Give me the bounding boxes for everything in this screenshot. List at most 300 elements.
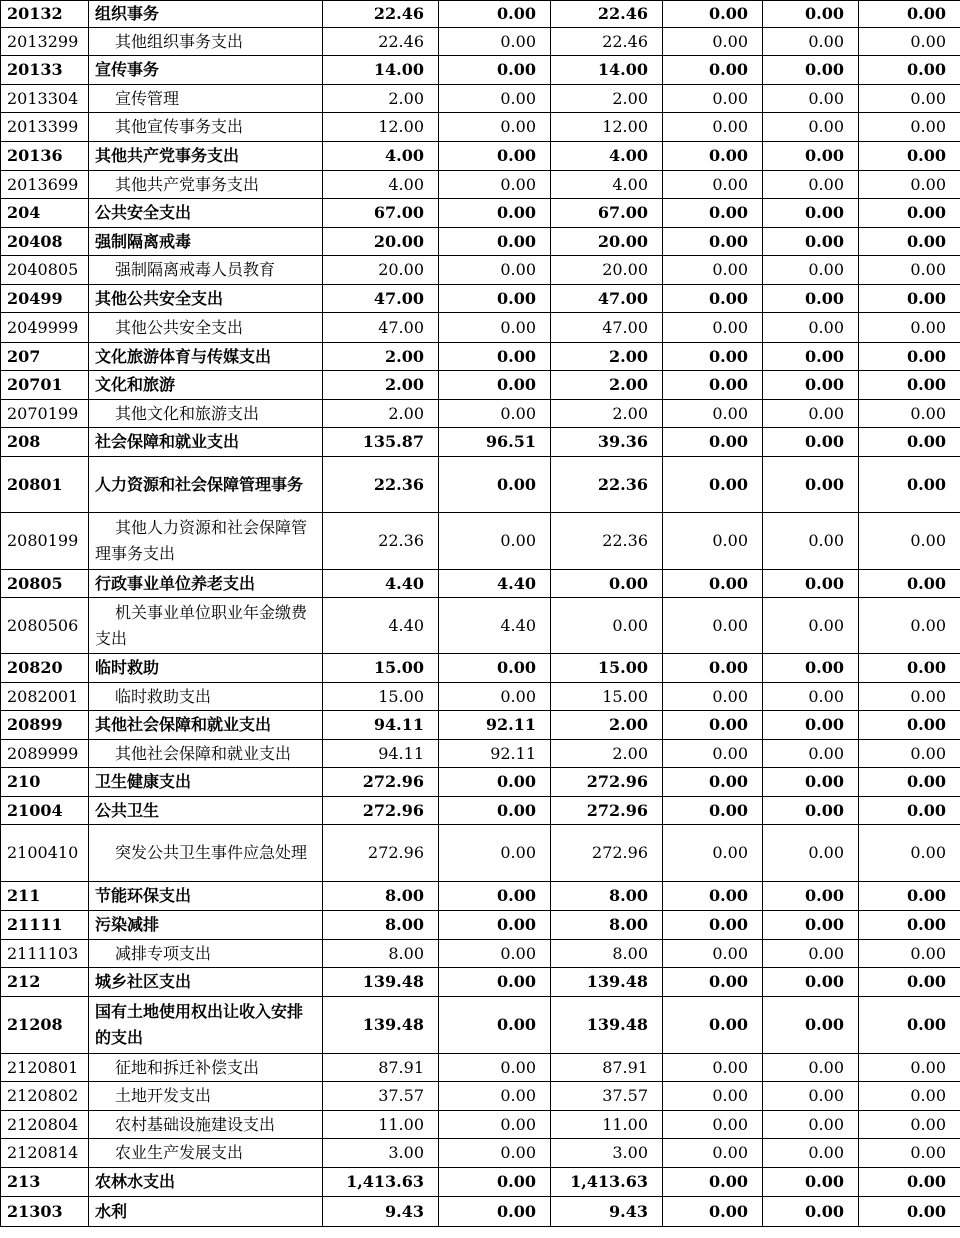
cell-name: 其他共产党事务支出 xyxy=(89,171,323,199)
cell-col-2: 0.00 xyxy=(439,513,551,570)
cell-total: 2.00 xyxy=(323,400,439,428)
cell-col-2: 0.00 xyxy=(439,768,551,797)
cell-name: 减排专项支出 xyxy=(89,940,323,968)
cell-code: 20701 xyxy=(1,371,89,400)
cell-name: 公共安全支出 xyxy=(89,199,323,228)
table-row xyxy=(1,797,960,825)
cell-col-6: 0.00 xyxy=(859,968,960,997)
cell-name: 临时救助支出 xyxy=(89,683,323,711)
cell-col-3: 272.96 xyxy=(551,797,663,825)
cell-col-2: 0.00 xyxy=(439,171,551,199)
cell-code: 207 xyxy=(1,343,89,371)
cell-total: 8.00 xyxy=(323,882,439,911)
cell-name: 其他文化和旅游支出 xyxy=(89,400,323,428)
cell-col-5: 0.00 xyxy=(763,1168,859,1197)
cell-col-3: 37.57 xyxy=(551,1082,663,1111)
cell-col-2: 0.00 xyxy=(439,1054,551,1082)
cell-col-3: 272.96 xyxy=(551,825,663,882)
cell-code: 2120801 xyxy=(1,1054,89,1082)
cell-name: 其他共产党事务支出 xyxy=(89,142,323,171)
table-row xyxy=(1,1197,960,1227)
table-row xyxy=(1,428,960,457)
table-row xyxy=(1,256,960,285)
cell-col-5: 0.00 xyxy=(763,711,859,740)
cell-col-6: 0.00 xyxy=(859,371,960,400)
cell-col-5: 0.00 xyxy=(763,598,859,654)
cell-code: 2111103 xyxy=(1,940,89,968)
cell-col-6: 0.00 xyxy=(859,1139,960,1168)
table-row xyxy=(1,740,960,768)
cell-col-3: 3.00 xyxy=(551,1139,663,1168)
cell-col-2: 0.00 xyxy=(439,1082,551,1111)
cell-col-3: 47.00 xyxy=(551,313,663,343)
cell-col-4: 0.00 xyxy=(663,343,763,371)
cell-col-5: 0.00 xyxy=(763,428,859,457)
cell-total: 4.00 xyxy=(323,142,439,171)
cell-col-6: 0.00 xyxy=(859,997,960,1054)
cell-total: 87.91 xyxy=(323,1054,439,1082)
cell-name: 强制隔离戒毒人员教育 xyxy=(89,256,323,285)
cell-total: 2.00 xyxy=(323,343,439,371)
cell-col-2: 4.40 xyxy=(439,570,551,598)
cell-col-3: 14.00 xyxy=(551,56,663,85)
cell-name: 其他人力资源和社会保障管理事务支出 xyxy=(89,513,323,570)
cell-col-5: 0.00 xyxy=(763,825,859,882)
cell-col-4: 0.00 xyxy=(663,1,763,28)
cell-col-4: 0.00 xyxy=(663,457,763,513)
cell-col-5: 0.00 xyxy=(763,199,859,228)
table-row xyxy=(1,1139,960,1168)
cell-total: 15.00 xyxy=(323,654,439,683)
table-row xyxy=(1,598,960,654)
cell-col-4: 0.00 xyxy=(663,428,763,457)
cell-code: 211 xyxy=(1,882,89,911)
cell-col-4: 0.00 xyxy=(663,400,763,428)
cell-name: 强制隔离戒毒 xyxy=(89,228,323,256)
table-row xyxy=(1,1054,960,1082)
table-row xyxy=(1,825,960,882)
cell-name: 节能环保支出 xyxy=(89,882,323,911)
table-row xyxy=(1,882,960,911)
cell-code: 208 xyxy=(1,428,89,457)
table-row xyxy=(1,683,960,711)
cell-col-5: 0.00 xyxy=(763,28,859,56)
cell-col-4: 0.00 xyxy=(663,228,763,256)
cell-code: 2013699 xyxy=(1,171,89,199)
cell-col-4: 0.00 xyxy=(663,1168,763,1197)
cell-total: 20.00 xyxy=(323,256,439,285)
cell-col-3: 22.36 xyxy=(551,513,663,570)
cell-col-3: 139.48 xyxy=(551,997,663,1054)
cell-col-3: 8.00 xyxy=(551,940,663,968)
cell-total: 14.00 xyxy=(323,56,439,85)
cell-total: 37.57 xyxy=(323,1082,439,1111)
cell-col-3: 2.00 xyxy=(551,343,663,371)
cell-col-4: 0.00 xyxy=(663,371,763,400)
cell-total: 94.11 xyxy=(323,740,439,768)
cell-col-2: 0.00 xyxy=(439,1139,551,1168)
cell-name: 其他公共安全支出 xyxy=(89,313,323,343)
cell-col-6: 0.00 xyxy=(859,285,960,313)
cell-col-4: 0.00 xyxy=(663,56,763,85)
table-row xyxy=(1,113,960,142)
cell-col-5: 0.00 xyxy=(763,911,859,940)
cell-code: 2080506 xyxy=(1,598,89,654)
cell-col-5: 0.00 xyxy=(763,56,859,85)
cell-col-2: 0.00 xyxy=(439,997,551,1054)
cell-col-4: 0.00 xyxy=(663,797,763,825)
cell-col-3: 87.91 xyxy=(551,1054,663,1082)
cell-col-5: 0.00 xyxy=(763,400,859,428)
table-body xyxy=(1,1,960,1227)
table-row xyxy=(1,1111,960,1139)
cell-col-4: 0.00 xyxy=(663,171,763,199)
cell-col-6: 0.00 xyxy=(859,768,960,797)
cell-col-6: 0.00 xyxy=(859,457,960,513)
cell-col-6: 0.00 xyxy=(859,1168,960,1197)
cell-col-2: 0.00 xyxy=(439,797,551,825)
cell-col-4: 0.00 xyxy=(663,285,763,313)
cell-col-6: 0.00 xyxy=(859,113,960,142)
cell-col-6: 0.00 xyxy=(859,199,960,228)
cell-code: 2100410 xyxy=(1,825,89,882)
cell-name: 社会保障和就业支出 xyxy=(89,428,323,457)
table-row xyxy=(1,171,960,199)
cell-col-2: 0.00 xyxy=(439,343,551,371)
cell-col-2: 0.00 xyxy=(439,142,551,171)
cell-name: 征地和拆迁补偿支出 xyxy=(89,1054,323,1082)
cell-col-6: 0.00 xyxy=(859,940,960,968)
cell-col-6: 0.00 xyxy=(859,711,960,740)
cell-col-4: 0.00 xyxy=(663,256,763,285)
cell-col-4: 0.00 xyxy=(663,28,763,56)
cell-code: 20136 xyxy=(1,142,89,171)
cell-col-6: 0.00 xyxy=(859,1082,960,1111)
cell-code: 204 xyxy=(1,199,89,228)
cell-col-2: 0.00 xyxy=(439,285,551,313)
cell-code: 2120814 xyxy=(1,1139,89,1168)
cell-col-3: 22.36 xyxy=(551,457,663,513)
cell-name: 污染减排 xyxy=(89,911,323,940)
cell-col-3: 20.00 xyxy=(551,228,663,256)
cell-col-3: 0.00 xyxy=(551,598,663,654)
cell-col-5: 0.00 xyxy=(763,371,859,400)
cell-col-4: 0.00 xyxy=(663,1197,763,1227)
table-row xyxy=(1,228,960,256)
cell-col-3: 4.00 xyxy=(551,171,663,199)
cell-col-5: 0.00 xyxy=(763,313,859,343)
cell-total: 22.46 xyxy=(323,1,439,28)
cell-col-5: 0.00 xyxy=(763,171,859,199)
cell-col-5: 0.00 xyxy=(763,1111,859,1139)
cell-col-6: 0.00 xyxy=(859,1111,960,1139)
cell-code: 2013399 xyxy=(1,113,89,142)
cell-col-2: 0.00 xyxy=(439,1168,551,1197)
cell-col-3: 2.00 xyxy=(551,85,663,113)
cell-code: 2120804 xyxy=(1,1111,89,1139)
cell-name: 文化和旅游 xyxy=(89,371,323,400)
cell-total: 272.96 xyxy=(323,825,439,882)
cell-code: 20801 xyxy=(1,457,89,513)
cell-col-2: 96.51 xyxy=(439,428,551,457)
cell-col-3: 67.00 xyxy=(551,199,663,228)
table-row xyxy=(1,56,960,85)
cell-code: 2089999 xyxy=(1,740,89,768)
cell-code: 21111 xyxy=(1,911,89,940)
cell-total: 9.43 xyxy=(323,1197,439,1227)
cell-col-3: 15.00 xyxy=(551,654,663,683)
cell-total: 272.96 xyxy=(323,768,439,797)
cell-name: 人力资源和社会保障管理事务 xyxy=(89,457,323,513)
cell-col-3: 39.36 xyxy=(551,428,663,457)
cell-name: 城乡社区支出 xyxy=(89,968,323,997)
cell-name: 其他组织事务支出 xyxy=(89,28,323,56)
cell-col-2: 0.00 xyxy=(439,113,551,142)
cell-col-4: 0.00 xyxy=(663,683,763,711)
cell-col-2: 0.00 xyxy=(439,1197,551,1227)
cell-col-5: 0.00 xyxy=(763,113,859,142)
cell-name: 宣传事务 xyxy=(89,56,323,85)
cell-col-6: 0.00 xyxy=(859,343,960,371)
table-row xyxy=(1,968,960,997)
cell-total: 20.00 xyxy=(323,228,439,256)
cell-col-2: 0.00 xyxy=(439,228,551,256)
cell-col-4: 0.00 xyxy=(663,1111,763,1139)
cell-col-5: 0.00 xyxy=(763,1,859,28)
cell-col-6: 0.00 xyxy=(859,513,960,570)
table-row xyxy=(1,654,960,683)
cell-total: 12.00 xyxy=(323,113,439,142)
cell-col-5: 0.00 xyxy=(763,1139,859,1168)
cell-name: 其他社会保障和就业支出 xyxy=(89,740,323,768)
cell-col-5: 0.00 xyxy=(763,797,859,825)
cell-col-2: 92.11 xyxy=(439,711,551,740)
cell-name: 公共卫生 xyxy=(89,797,323,825)
cell-col-2: 0.00 xyxy=(439,256,551,285)
cell-name: 组织事务 xyxy=(89,1,323,28)
cell-code: 20408 xyxy=(1,228,89,256)
cell-col-3: 15.00 xyxy=(551,683,663,711)
cell-col-3: 20.00 xyxy=(551,256,663,285)
table-row xyxy=(1,570,960,598)
cell-total: 4.40 xyxy=(323,570,439,598)
cell-col-2: 0.00 xyxy=(439,683,551,711)
cell-name: 农林水支出 xyxy=(89,1168,323,1197)
cell-col-4: 0.00 xyxy=(663,598,763,654)
cell-col-6: 0.00 xyxy=(859,400,960,428)
table-row xyxy=(1,85,960,113)
cell-name: 文化旅游体育与传媒支出 xyxy=(89,343,323,371)
table-row xyxy=(1,457,960,513)
cell-col-5: 0.00 xyxy=(763,142,859,171)
cell-col-5: 0.00 xyxy=(763,570,859,598)
cell-col-2: 0.00 xyxy=(439,1,551,28)
cell-col-6: 0.00 xyxy=(859,56,960,85)
cell-col-6: 0.00 xyxy=(859,313,960,343)
cell-col-6: 0.00 xyxy=(859,171,960,199)
cell-col-2: 0.00 xyxy=(439,968,551,997)
table-row xyxy=(1,371,960,400)
cell-col-4: 0.00 xyxy=(663,313,763,343)
cell-code: 2082001 xyxy=(1,683,89,711)
cell-col-4: 0.00 xyxy=(663,940,763,968)
cell-col-2: 0.00 xyxy=(439,457,551,513)
cell-name: 机关事业单位职业年金缴费支出 xyxy=(89,598,323,654)
cell-col-5: 0.00 xyxy=(763,228,859,256)
cell-col-5: 0.00 xyxy=(763,285,859,313)
table-row xyxy=(1,1,960,28)
cell-col-3: 22.46 xyxy=(551,28,663,56)
cell-col-6: 0.00 xyxy=(859,683,960,711)
table-row xyxy=(1,768,960,797)
table-row xyxy=(1,343,960,371)
cell-col-6: 0.00 xyxy=(859,1,960,28)
cell-total: 4.00 xyxy=(323,171,439,199)
cell-col-4: 0.00 xyxy=(663,768,763,797)
cell-col-6: 0.00 xyxy=(859,142,960,171)
cell-total: 1,413.63 xyxy=(323,1168,439,1197)
cell-col-4: 0.00 xyxy=(663,711,763,740)
cell-code: 20133 xyxy=(1,56,89,85)
table-row xyxy=(1,285,960,313)
cell-col-5: 0.00 xyxy=(763,940,859,968)
cell-total: 139.48 xyxy=(323,968,439,997)
cell-total: 67.00 xyxy=(323,199,439,228)
cell-col-6: 0.00 xyxy=(859,1197,960,1227)
cell-col-3: 2.00 xyxy=(551,740,663,768)
table-row xyxy=(1,28,960,56)
cell-name: 农村基础设施建设支出 xyxy=(89,1111,323,1139)
cell-code: 20820 xyxy=(1,654,89,683)
cell-col-4: 0.00 xyxy=(663,1082,763,1111)
cell-code: 20805 xyxy=(1,570,89,598)
table-row xyxy=(1,513,960,570)
cell-col-6: 0.00 xyxy=(859,85,960,113)
cell-code: 212 xyxy=(1,968,89,997)
cell-total: 272.96 xyxy=(323,797,439,825)
cell-col-3: 4.00 xyxy=(551,142,663,171)
cell-col-5: 0.00 xyxy=(763,683,859,711)
cell-col-3: 11.00 xyxy=(551,1111,663,1139)
cell-col-3: 47.00 xyxy=(551,285,663,313)
cell-col-6: 0.00 xyxy=(859,28,960,56)
cell-col-4: 0.00 xyxy=(663,142,763,171)
cell-code: 20899 xyxy=(1,711,89,740)
cell-col-2: 0.00 xyxy=(439,882,551,911)
cell-total: 4.40 xyxy=(323,598,439,654)
cell-col-5: 0.00 xyxy=(763,1054,859,1082)
cell-code: 2070199 xyxy=(1,400,89,428)
cell-col-5: 0.00 xyxy=(763,882,859,911)
cell-col-3: 8.00 xyxy=(551,882,663,911)
cell-total: 22.36 xyxy=(323,457,439,513)
cell-col-6: 0.00 xyxy=(859,911,960,940)
cell-col-5: 0.00 xyxy=(763,85,859,113)
cell-col-4: 0.00 xyxy=(663,654,763,683)
table-row xyxy=(1,199,960,228)
cell-total: 8.00 xyxy=(323,940,439,968)
cell-col-4: 0.00 xyxy=(663,1054,763,1082)
table-row xyxy=(1,313,960,343)
cell-code: 21303 xyxy=(1,1197,89,1227)
cell-name: 行政事业单位养老支出 xyxy=(89,570,323,598)
cell-total: 94.11 xyxy=(323,711,439,740)
cell-col-6: 0.00 xyxy=(859,428,960,457)
cell-name: 卫生健康支出 xyxy=(89,768,323,797)
cell-col-6: 0.00 xyxy=(859,882,960,911)
cell-code: 2040805 xyxy=(1,256,89,285)
table-row xyxy=(1,911,960,940)
cell-col-4: 0.00 xyxy=(663,570,763,598)
cell-col-6: 0.00 xyxy=(859,1054,960,1082)
cell-code: 2080199 xyxy=(1,513,89,570)
cell-col-4: 0.00 xyxy=(663,513,763,570)
cell-col-4: 0.00 xyxy=(663,85,763,113)
cell-col-3: 9.43 xyxy=(551,1197,663,1227)
cell-col-4: 0.00 xyxy=(663,882,763,911)
table-row xyxy=(1,400,960,428)
table-row xyxy=(1,940,960,968)
cell-col-2: 0.00 xyxy=(439,85,551,113)
cell-col-6: 0.00 xyxy=(859,825,960,882)
cell-col-2: 0.00 xyxy=(439,654,551,683)
cell-code: 210 xyxy=(1,768,89,797)
table-row xyxy=(1,1168,960,1197)
cell-col-6: 0.00 xyxy=(859,598,960,654)
cell-col-5: 0.00 xyxy=(763,1197,859,1227)
cell-col-3: 22.46 xyxy=(551,1,663,28)
cell-code: 20132 xyxy=(1,1,89,28)
cell-total: 139.48 xyxy=(323,997,439,1054)
cell-col-3: 0.00 xyxy=(551,570,663,598)
cell-col-2: 4.40 xyxy=(439,598,551,654)
cell-col-6: 0.00 xyxy=(859,256,960,285)
cell-total: 47.00 xyxy=(323,285,439,313)
cell-name: 水利 xyxy=(89,1197,323,1227)
cell-col-5: 0.00 xyxy=(763,513,859,570)
cell-total: 22.36 xyxy=(323,513,439,570)
cell-total: 8.00 xyxy=(323,911,439,940)
cell-col-5: 0.00 xyxy=(763,768,859,797)
cell-col-4: 0.00 xyxy=(663,825,763,882)
cell-col-5: 0.00 xyxy=(763,654,859,683)
cell-col-2: 92.11 xyxy=(439,740,551,768)
cell-col-2: 0.00 xyxy=(439,400,551,428)
cell-col-2: 0.00 xyxy=(439,911,551,940)
cell-col-4: 0.00 xyxy=(663,997,763,1054)
cell-name: 其他宣传事务支出 xyxy=(89,113,323,142)
cell-col-2: 0.00 xyxy=(439,371,551,400)
cell-col-2: 0.00 xyxy=(439,56,551,85)
cell-col-4: 0.00 xyxy=(663,740,763,768)
cell-col-3: 2.00 xyxy=(551,371,663,400)
cell-col-5: 0.00 xyxy=(763,740,859,768)
cell-name: 其他社会保障和就业支出 xyxy=(89,711,323,740)
cell-col-6: 0.00 xyxy=(859,797,960,825)
cell-code: 20499 xyxy=(1,285,89,313)
cell-col-3: 1,413.63 xyxy=(551,1168,663,1197)
cell-col-5: 0.00 xyxy=(763,256,859,285)
cell-name: 国有土地使用权出让收入安排的支出 xyxy=(89,997,323,1054)
cell-col-2: 0.00 xyxy=(439,940,551,968)
cell-col-3: 2.00 xyxy=(551,711,663,740)
table-row xyxy=(1,997,960,1054)
cell-col-3: 272.96 xyxy=(551,768,663,797)
cell-total: 11.00 xyxy=(323,1111,439,1139)
cell-total: 135.87 xyxy=(323,428,439,457)
cell-col-6: 0.00 xyxy=(859,740,960,768)
table-row xyxy=(1,711,960,740)
